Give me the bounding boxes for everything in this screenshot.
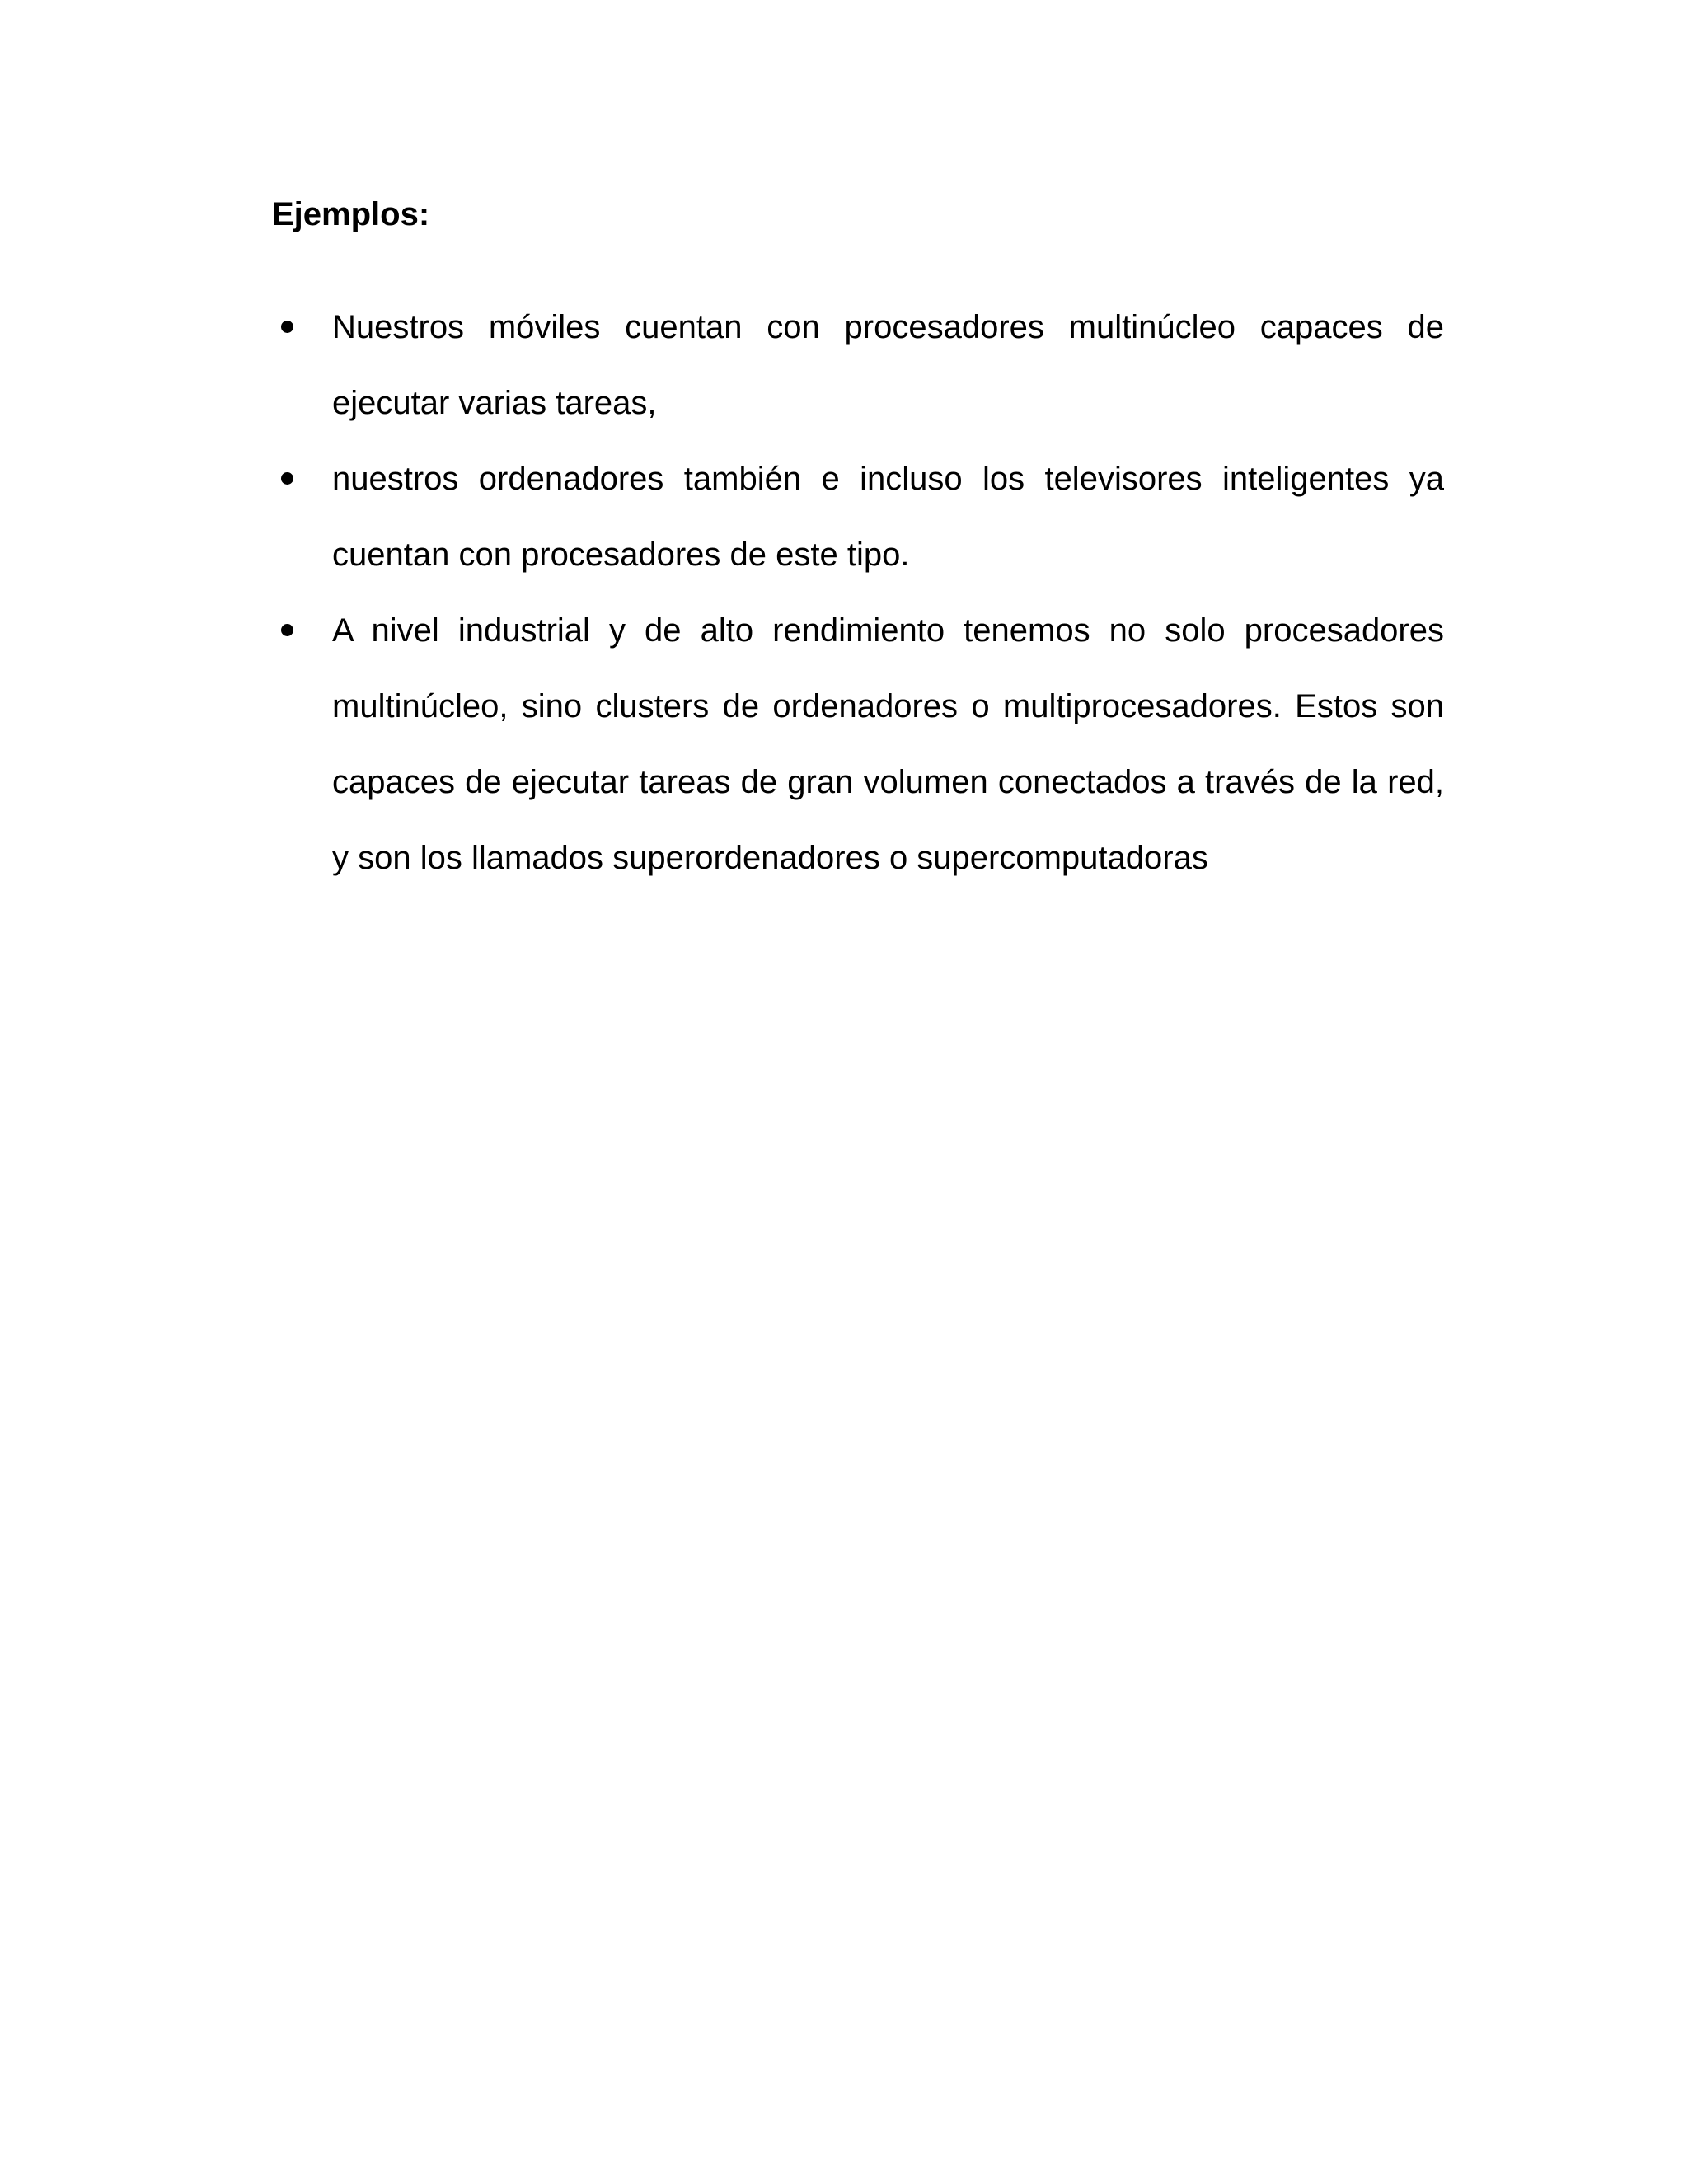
bullet-icon <box>281 624 293 636</box>
bullet-icon <box>281 472 293 485</box>
list-item-text: A nivel industrial y de alto rendimiento tenemos no solo procesadores multinúcleo, sino clusters de ordenadores o multiprocesadores. Estos son capaces de ejecutar tareas de gran volumen conectados a través de la red, y son los llamados superordenadores o supercomputadoras <box>332 612 1444 876</box>
list-item <box>272 441 1444 593</box>
bullet-icon <box>281 321 293 333</box>
list-item <box>272 593 1444 896</box>
list-item-text: nuestros ordenadores también e incluso los televisores inteligentes ya cuentan con procesadores de este tipo. <box>332 461 1444 573</box>
list-item-text: Nuestros móviles cuentan con procesadores multinúcleo capaces de ejecutar varias tareas, <box>332 309 1444 421</box>
bullet-list <box>272 289 1444 896</box>
section-heading: Ejemplos: <box>272 196 430 232</box>
list-item <box>272 289 1444 441</box>
